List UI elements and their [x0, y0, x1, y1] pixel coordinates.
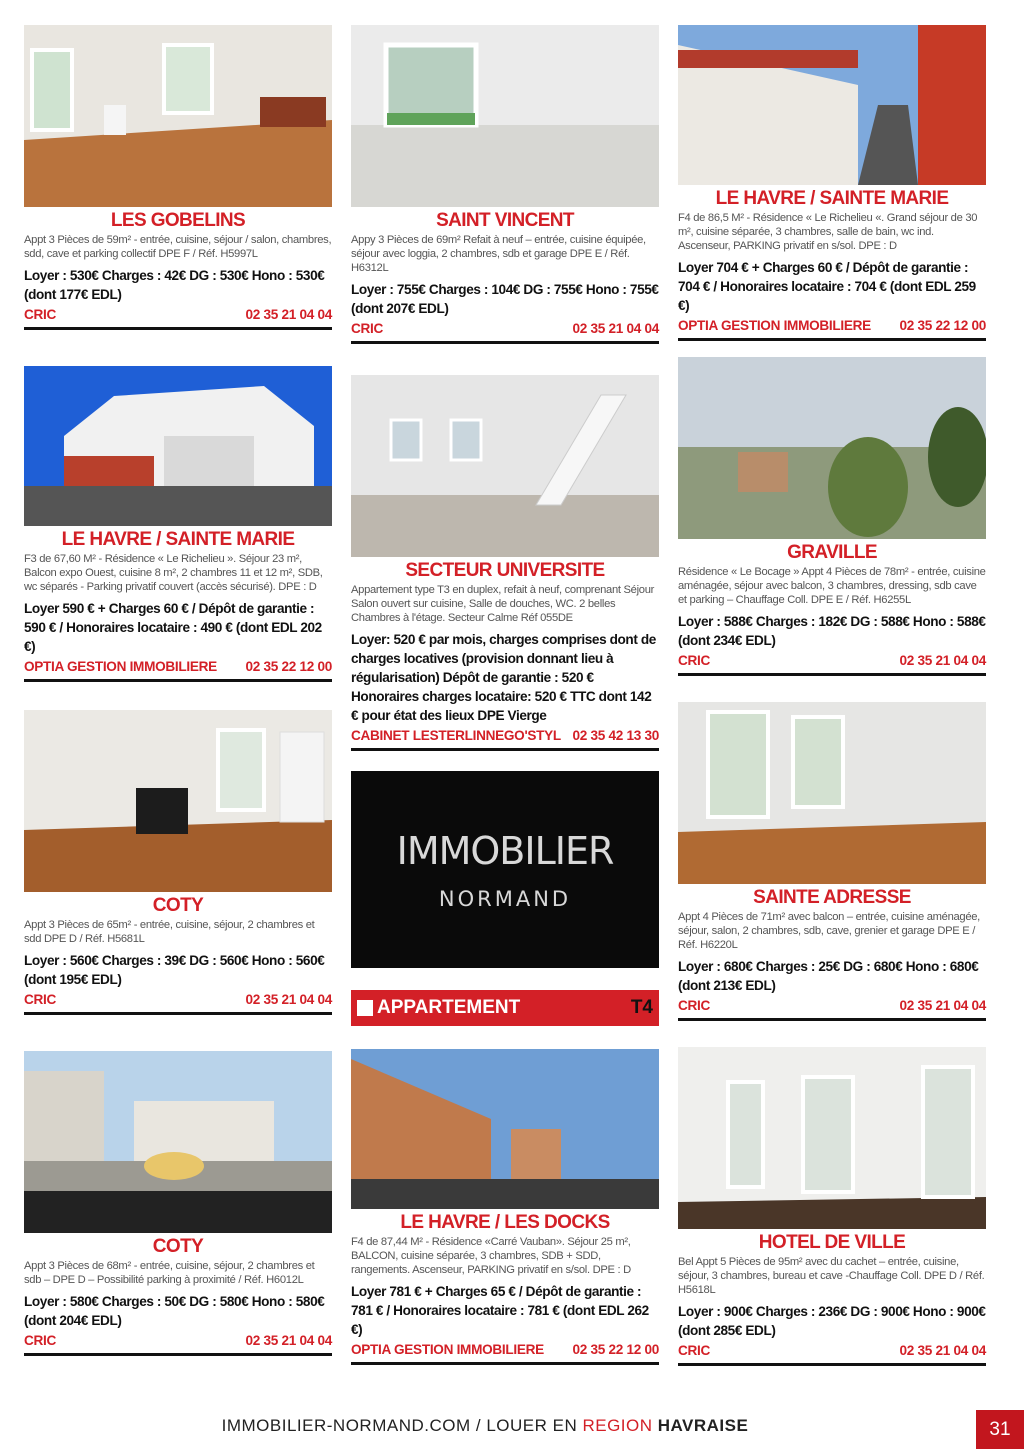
listing-price: Loyer : 755€ Charges : 104€ DG : 755€ Hono : 755€ (dont 207€ EDL): [351, 282, 659, 316]
footer-region: REGION: [582, 1416, 658, 1435]
listing-price: Loyer 590 € + Charges 60 € / Dépôt de garantie : 590 € / Honoraires locataire : 490 € (dont EDL 202 €): [24, 601, 322, 654]
listing-contact: [24, 992, 332, 1015]
listing-card[interactable]: [24, 1051, 332, 1356]
agency-name[interactable]: CRIC: [24, 992, 57, 1007]
apartment-photo: [678, 1047, 986, 1229]
agency-name[interactable]: CRIC: [678, 1343, 711, 1358]
agency-phone[interactable]: 02 35 21 04 04: [245, 307, 332, 322]
listing-card[interactable]: [678, 702, 986, 1021]
listing-price: Loyer : 680€ Charges : 25€ DG : 680€ Hono : 680€ (dont 213€ EDL): [678, 959, 979, 993]
listing-card[interactable]: [351, 25, 659, 344]
apartment-photo: [678, 702, 986, 884]
listing-description: F4 de 87,44 M² - Résidence «Carré Vauban». Séjour 25 m², BALCON, cuisine séparée, 3 chambres, SDB + SDD, rangements. Ascenseur, PARKING privatif en s/sol. DPE : D: [351, 1236, 631, 1276]
apartment-photo: [351, 25, 659, 207]
agency-phone[interactable]: 02 35 21 04 04: [899, 653, 986, 668]
page-number: 31: [976, 1410, 1024, 1449]
agency-name[interactable]: CRIC: [678, 653, 711, 668]
listing-description: F3 de 67,60 M² - Résidence « Le Richelieu ». Séjour 23 m², Balcon expo Ouest, cuisine 8 m², 2 chambres 11 et 12 m², SDB, wc séparés - Parking privatif couvert (accès sécurisé). DPE : D: [24, 553, 323, 593]
listing-card[interactable]: [678, 357, 986, 676]
listing-title: LE HAVRE / SAINTE MARIE: [715, 188, 949, 209]
footer-site[interactable]: IMMOBILIER-NORMAND.COM: [221, 1416, 471, 1435]
listing-price: Loyer 704 € + Charges 60 € / Dépôt de garantie : 704 € / Honoraires locataire : 704 € (dont EDL 259 €): [678, 260, 976, 313]
listing-contact: [351, 321, 659, 344]
agency-name[interactable]: CRIC: [24, 1333, 57, 1348]
agency-phone[interactable]: 02 35 21 04 04: [572, 321, 659, 336]
section-label: APPARTEMENT: [377, 997, 521, 1018]
section-header: [351, 990, 659, 1026]
agency-name[interactable]: CRIC: [351, 321, 384, 336]
brand-banner: [351, 771, 659, 968]
page-footer: [0, 1410, 1024, 1449]
agency-phone[interactable]: 02 35 21 04 04: [899, 1343, 986, 1358]
listing-title: SECTEUR UNIVERSITE: [405, 560, 605, 581]
square-icon: [357, 1000, 373, 1016]
listing-title: HOTEL DE VILLE: [758, 1232, 906, 1253]
street-photo: [678, 25, 986, 185]
apartment-photo: [24, 25, 332, 207]
listing-title: SAINT VINCENT: [436, 210, 574, 231]
listing-contact: [24, 1333, 332, 1356]
apartment-photo: [24, 710, 332, 892]
listing-description: Appt 3 Pièces de 59m² - entrée, cuisine, séjour / salon, chambres, sdd, cave et parking collectif DPE F / Réf. H5997L: [24, 234, 332, 260]
listing-price: Loyer 781 € + Charges 65 € / Dépôt de garantie : 781 € / Honoraires locataire : 781 € (dont EDL 262 €): [351, 1284, 649, 1337]
view-photo: [678, 357, 986, 539]
listing-description: Appartement type T3 en duplex, refait à neuf, comprenant Séjour Salon ouvert sur cuisine, Salle de douches, WC. 2 belles Chambres à l'étage. Secteur Calme Réf 055DE: [351, 584, 655, 624]
agency-name[interactable]: OPTIA GESTION IMMOBILIERE: [24, 659, 217, 674]
apartment-photo: [351, 375, 659, 557]
listing-card[interactable]: [678, 1047, 986, 1366]
listing-title: COTY: [152, 1236, 204, 1257]
agency-name[interactable]: OPTIA GESTION IMMOBILIERE: [678, 318, 871, 333]
listing-contact: [351, 728, 659, 751]
listing-description: Appt 4 Pièces de 71m² avec balcon – entrée, cuisine aménagée, séjour, salon, 2 chambres, sdb, cave, grenier et garage DPE E / Réf. H6220L: [678, 911, 980, 951]
agency-name[interactable]: CRIC: [24, 307, 57, 322]
agency-phone[interactable]: 02 35 42 13 30: [572, 728, 659, 743]
agency-name[interactable]: CRIC: [678, 998, 711, 1013]
listing-price: Loyer : 588€ Charges : 182€ DG : 588€ Hono : 588€ (dont 234€ EDL): [678, 614, 986, 648]
agency-phone[interactable]: 02 35 22 12 00: [572, 1342, 659, 1357]
listing-price: Loyer : 560€ Charges : 39€ DG : 560€ Hono : 560€ (dont 195€ EDL): [24, 953, 325, 987]
view-photo: [24, 1051, 332, 1233]
listing-title: LE HAVRE / LES DOCKS: [400, 1212, 610, 1233]
listing-contact: [351, 1342, 659, 1365]
agency-phone[interactable]: 02 35 22 12 00: [245, 659, 332, 674]
listing-card[interactable]: [24, 25, 332, 330]
listing-description: F4 de 86,5 M² - Résidence « Le Richelieu «. Grand séjour de 30 m², cuisine séparée, 3 chambres, salle de bain, wc ind. Ascenseur, PARKING privatif en s/sol. DPE : D: [678, 212, 978, 252]
agency-phone[interactable]: 02 35 21 04 04: [245, 992, 332, 1007]
listing-card[interactable]: [678, 25, 986, 341]
listing-contact: [24, 307, 332, 330]
listing-contact: [678, 653, 986, 676]
listing-title: GRAVILLE: [787, 542, 877, 563]
listing-card[interactable]: [24, 710, 332, 1015]
listing-contact: [678, 998, 986, 1021]
listing-description: Appy 3 Pièces de 69m² Refait à neuf – entrée, cuisine équipée, séjour avec loggia, 2 chambres, sdb et garage DPE E / Réf. H6312L: [351, 234, 646, 274]
building-photo: [24, 366, 332, 526]
listing-card[interactable]: [24, 366, 332, 682]
listing-contact: [678, 1343, 986, 1366]
listing-title: SAINTE ADRESSE: [753, 887, 911, 908]
agency-name[interactable]: CABINET LESTERLINNEGO'STYL: [351, 728, 561, 743]
listing-title: COTY: [152, 895, 204, 916]
agency-phone[interactable]: 02 35 21 04 04: [245, 1333, 332, 1348]
footer-havraise: HAVRAISE: [657, 1416, 749, 1435]
agency-name[interactable]: OPTIA GESTION IMMOBILIERE: [351, 1342, 544, 1357]
building-photo: [351, 1049, 659, 1209]
section-type: T4: [630, 997, 653, 1018]
listing-description: Appt 3 Pièces de 68m² - entrée, cuisine, séjour, 2 chambres et sdb – DPE D – Possibilité parking à proximité / Réf. H6012L: [24, 1260, 315, 1286]
listing-description: Résidence « Le Bocage » Appt 4 Pièces de 78m² - entrée, cuisine aménagée, séjour avec balcon, 3 chambres, dressing, sdb cave et parking – Chauffage Coll. DPE E / Réf. H6255L: [678, 566, 986, 606]
listing-price: Loyer : 580€ Charges : 50€ DG : 580€ Hono : 580€ (dont 204€ EDL): [24, 1294, 325, 1328]
agency-phone[interactable]: 02 35 22 12 00: [899, 318, 986, 333]
listing-contact: [24, 659, 332, 682]
listing-price: Loyer : 530€ Charges : 42€ DG : 530€ Hono : 530€ (dont 177€ EDL): [24, 268, 325, 302]
footer-text: IMMOBILIER-NORMAND.COM / LOUER EN REGION HAVRAISE: [221, 1416, 749, 1435]
listing-description: Bel Appt 5 Pièces de 95m² avec du cachet – entrée, cuisine, séjour, 3 chambres, bureau et cave -Chauffage Coll. DPE D / Réf. H5618L: [678, 1256, 985, 1296]
listing-title: LE HAVRE / SAINTE MARIE: [61, 529, 295, 550]
agency-phone[interactable]: 02 35 21 04 04: [899, 998, 986, 1013]
listing-contact: [678, 318, 986, 341]
listing-price: Loyer : 900€ Charges : 236€ DG : 900€ Hono : 900€ (dont 285€ EDL): [678, 1304, 986, 1338]
listing-card[interactable]: [351, 375, 659, 751]
footer-louer: LOUER EN: [486, 1416, 583, 1435]
brand-name: IMMOBILIER: [396, 828, 614, 873]
listing-description: Appt 3 Pièces de 65m² - entrée, cuisine, séjour, 2 chambres et sdd DPE D / Réf. H5681L: [24, 919, 315, 945]
listing-card[interactable]: [351, 1049, 659, 1365]
listing-price: Loyer: 520 € par mois, charges comprises dont de charges locatives (provision donnant lieu à régularisation) Dépôt de garantie : 520 € Honoraires charges locataire: 520 € TTC dont 142 € pour état des lieux DPE Vierge: [351, 632, 656, 723]
brand-subtitle: NORMAND: [438, 886, 572, 911]
listing-title: LES GOBELINS: [110, 210, 246, 231]
